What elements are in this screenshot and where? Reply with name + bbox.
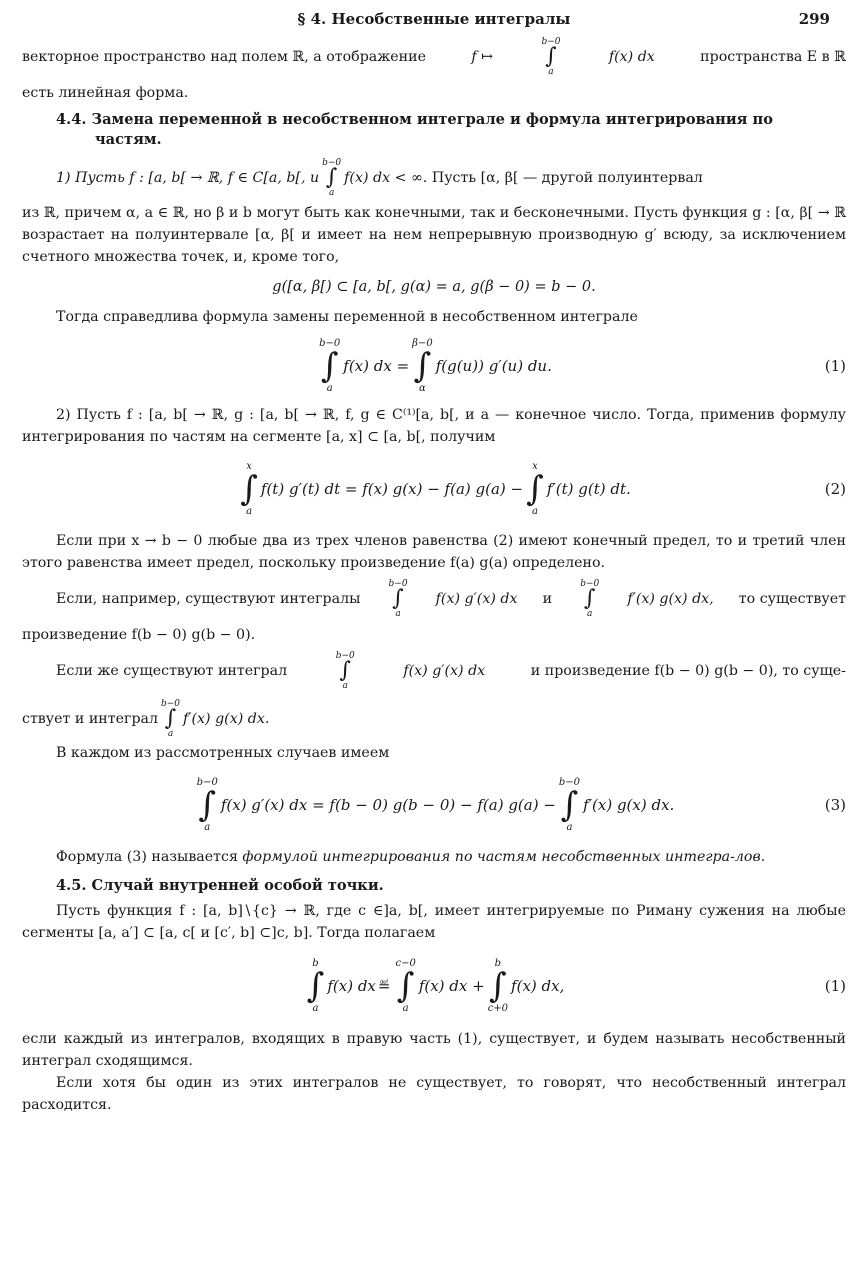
paragraph-if-exists-cont: ствует и интеграл b−0 ∫ a f′(x) g(x) dx. bbox=[22, 699, 270, 739]
paragraph-divergent: Если хотя бы один из этих интегралов не существует, то говорят, что несобственный интеграл расходится. bbox=[22, 1075, 846, 1113]
paragraph-if-exists: Если же существуют интеграл b−0 ∫ a f(x) g′(x) dx и произведение f(b − 0) g(b − 0), то суще- bbox=[56, 651, 846, 691]
equation-number: (3) bbox=[824, 796, 846, 814]
paragraph-substitution-2: из ℝ, причем α, a ∈ ℝ, но β и b могут быть как конечными, так и бесконечными. Пусть функция g : [α, β[ → ℝ возрастает на полуинтервале [α, β[ и имеет на нем непрерывную производную g′ всюду, за исключением счетного множества точек, и, кроме того, bbox=[22, 205, 846, 265]
paragraph-example: Если, например, существуют интегралы b−0 ∫ a f(x) g′(x) dx и b−0 ∫ a f′(x) g(x) dx, то существует bbox=[56, 579, 846, 619]
paragraph-limit: Если при x → b − 0 любые два из трех членов равенства (2) имеют конечный предел, то и третий член этого равенства имеет предел, поскольку произведение f(a) g(a) определено. bbox=[22, 533, 846, 571]
paragraph-each-case: В каждом из рассмотренных случаев имеем bbox=[56, 745, 390, 761]
equation-3: b−0 ∫ a f(x) g′(x) dx = f(b − 0) g(b − 0) − f(a) g(a) − b−0 ∫ a f′(x) g(x) dx. (3) bbox=[22, 764, 846, 846]
paragraph-product: произведение f(b − 0) g(b − 0). bbox=[22, 627, 256, 643]
equation-4: b ∫ a f(x) dx ≝ c−0 ∫ a f(x) dx + b ∫ c+0 f(x) dx, (1) bbox=[22, 944, 846, 1028]
paragraph-linear-form: есть линейная форма. bbox=[22, 85, 189, 101]
running-header bbox=[22, 6, 846, 32]
paragraph-vector-space: векторное пространство над полем ℝ, а отображение f ↦ b−0 ∫ a f(x) dx пространства E в ℝ bbox=[22, 37, 846, 77]
equation-2: x ∫ a f(t) g′(t) dt = f(x) g(x) − f(a) g(a) − x ∫ a f′(t) g(t) dt. (2) bbox=[22, 448, 846, 530]
paragraph-parts: 2) Пусть f : [a, b[ → ℝ, g : [a, b[ → ℝ, f, g ∈ C⁽¹⁾[a, b[, и a — конечное число. Тогда, применив формулу интегрирования по частям на сегменте [a, x] ⊂ [a, b[, получим bbox=[22, 407, 846, 445]
page-number: 299 bbox=[798, 10, 830, 28]
section-4-4-title: 4.4. Замена переменной в несобственном интеграле и формула интегрирования по частям. bbox=[56, 111, 773, 148]
equation-number: (2) bbox=[824, 480, 846, 498]
paragraph-formula-name: Формула (3) называется формулой интегрирования по частям несобственных интегра-лов. bbox=[56, 849, 766, 865]
paragraph-interior-point: Пусть функция f : [a, b]∖{c} → ℝ, где c ∈]a, b[, имеет интегрируемые по Риману сужения на любые сегменты [a, a′] ⊂ [a, c[ и [c′, b] ⊂]c, b]. Тогда полагаем bbox=[22, 903, 846, 941]
integral-sign: b−0 ∫ a bbox=[541, 37, 561, 77]
condition-formula: g([α, β[) ⊂ [a, b[, g(α) = a, g(β − 0) = b − 0. bbox=[272, 279, 596, 295]
header-title: § 4. Несобственные интегралы bbox=[297, 10, 571, 28]
paragraph-convergent: если каждый из интегралов, входящих в правую часть (1), существует, и будем называть несобственный интеграл сходящимся. bbox=[22, 1031, 846, 1069]
integral-sign: b−0 ∫ a bbox=[322, 158, 342, 198]
equation-number: (1) bbox=[824, 357, 846, 375]
section-4-5-title: 4.5. Случай внутренней особой точки. bbox=[56, 877, 384, 894]
equation-1: b−0 ∫ a f(x) dx = β−0 ∫ α f(g(u)) g′(u) du. (1) bbox=[22, 328, 846, 404]
paragraph-then-formula: Тогда справедлива формула замены переменной в несобственном интеграле bbox=[56, 309, 638, 325]
paragraph-substitution-1: 1) Пусть f : [a, b[ → ℝ, f ∈ C[a, b[, и b−0 ∫ a f(x) dx < ∞. Пусть [α, β[ — другой полуинтервал bbox=[56, 158, 703, 198]
equation-number: (1) bbox=[824, 977, 846, 995]
